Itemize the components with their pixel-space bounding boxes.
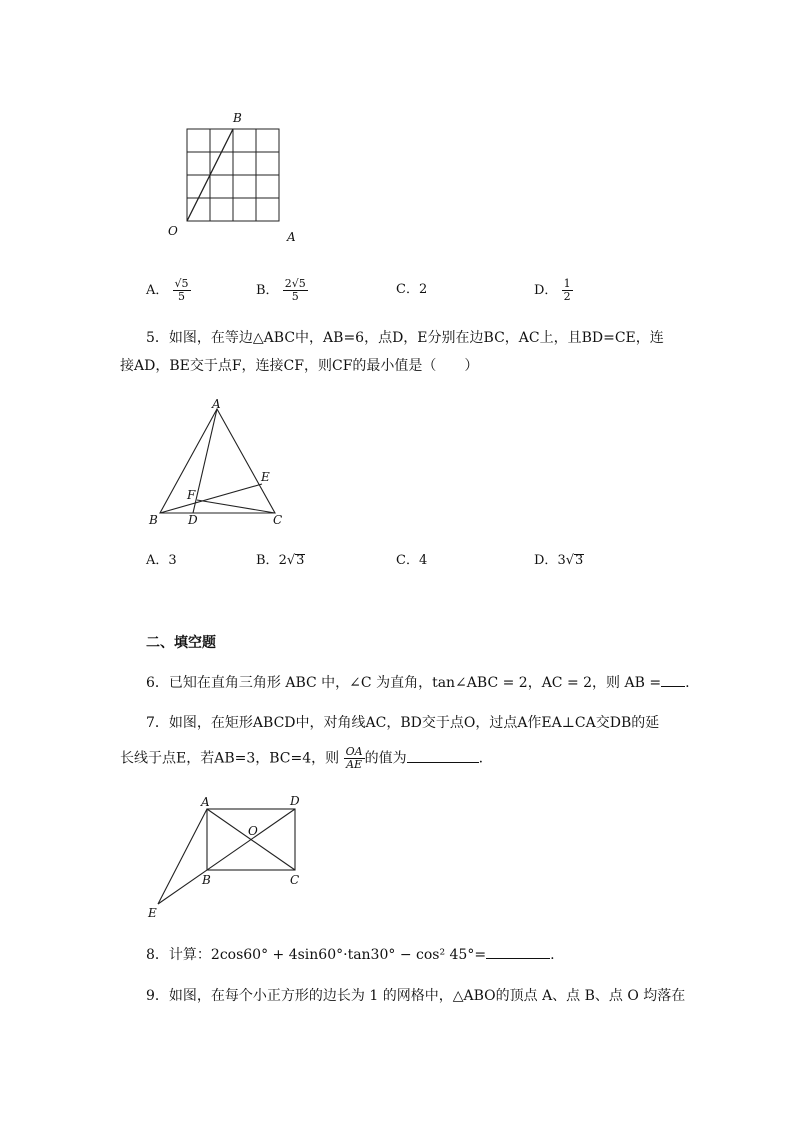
- label-E: E: [261, 470, 270, 484]
- q5-line-1: 5．如图，在等边△ABC中，AB=6，点D，E分别在边BC，AC上，且BD=CE，连: [146, 330, 664, 346]
- q9-text: 9．如图，在每个小正方形的边长为 1 的网格中，△ABO的顶点 A、点 B、点 O 均落在: [146, 988, 686, 1004]
- label-F: F: [187, 488, 196, 502]
- q7-line-2: 长线于点E，若AB=3，BC=4，则 $\frac{OA}{AE}$ 的值为 .: [120, 745, 484, 771]
- q4-option-c[interactable]: C．2: [396, 282, 428, 297]
- answer-blank[interactable]: [661, 672, 685, 687]
- segment-AE: [158, 809, 207, 904]
- triangle-ABC: [160, 409, 275, 513]
- section-title: 二、填空题: [146, 635, 216, 651]
- q5-option-c[interactable]: C．4: [396, 553, 428, 568]
- label-B: B: [149, 513, 158, 527]
- fraction-OA-AE: $\frac{OA}{AE}$: [345, 745, 363, 771]
- q7-rectangle-figure: [140, 790, 320, 925]
- q7-line-1: 7．如图，在矩形ABCD中，对角线AC，BD交于点O，过点A作EA⊥CA交DB的延: [146, 715, 660, 731]
- fraction: $\frac{√5}{5}$: [174, 277, 189, 303]
- q4-option-d[interactable]: D． $\frac{1}{2}$: [534, 277, 571, 303]
- q5-line-2: 接AD，BE交于点F，连接CF，则CF的最小值是（ ）: [120, 358, 479, 374]
- label-B: B: [233, 111, 242, 125]
- label-O: O: [168, 224, 178, 238]
- answer-blank[interactable]: [486, 944, 550, 959]
- line-DE: [158, 809, 295, 904]
- label-A: A: [212, 397, 221, 411]
- label-E: E: [148, 906, 157, 920]
- q5-option-a[interactable]: A．3: [146, 553, 177, 568]
- q5-option-d[interactable]: D．3√3: [534, 553, 584, 568]
- radicand: 3: [575, 553, 584, 568]
- label-C: C: [273, 513, 283, 527]
- q4-option-b[interactable]: B． $\frac{2√5}{5}$: [256, 277, 306, 303]
- radicand: 3: [296, 553, 305, 568]
- q8-text: 8．计算：2cos60° + 4sin60°·tan30° − cos² 45°= .: [146, 944, 555, 965]
- label-O: O: [248, 824, 258, 838]
- segment-CF: [197, 500, 275, 513]
- label-B: B: [202, 873, 211, 887]
- label-C: C: [290, 873, 300, 887]
- q4-grid-figure: [160, 105, 310, 245]
- fraction: $\frac{2√5}{5}$: [284, 277, 306, 303]
- label-A: A: [201, 795, 210, 809]
- q6-text: 6．已知在直角三角形 ABC 中，∠C 为直角，tan∠ABC = 2，AC = 2，则 AB = .: [146, 672, 690, 693]
- label-A: A: [287, 230, 296, 244]
- sqrt-sign: √: [286, 553, 296, 568]
- label-D: D: [188, 513, 198, 527]
- q5-triangle-figure: [145, 395, 305, 530]
- answer-blank[interactable]: [407, 748, 479, 763]
- sqrt-sign: √: [565, 553, 575, 568]
- fraction: $\frac{1}{2}$: [563, 277, 571, 303]
- label-D: D: [290, 794, 300, 808]
- q5-option-b[interactable]: B．2√3: [256, 553, 305, 568]
- q4-option-a[interactable]: A． $\frac{√5}{5}$: [146, 277, 189, 303]
